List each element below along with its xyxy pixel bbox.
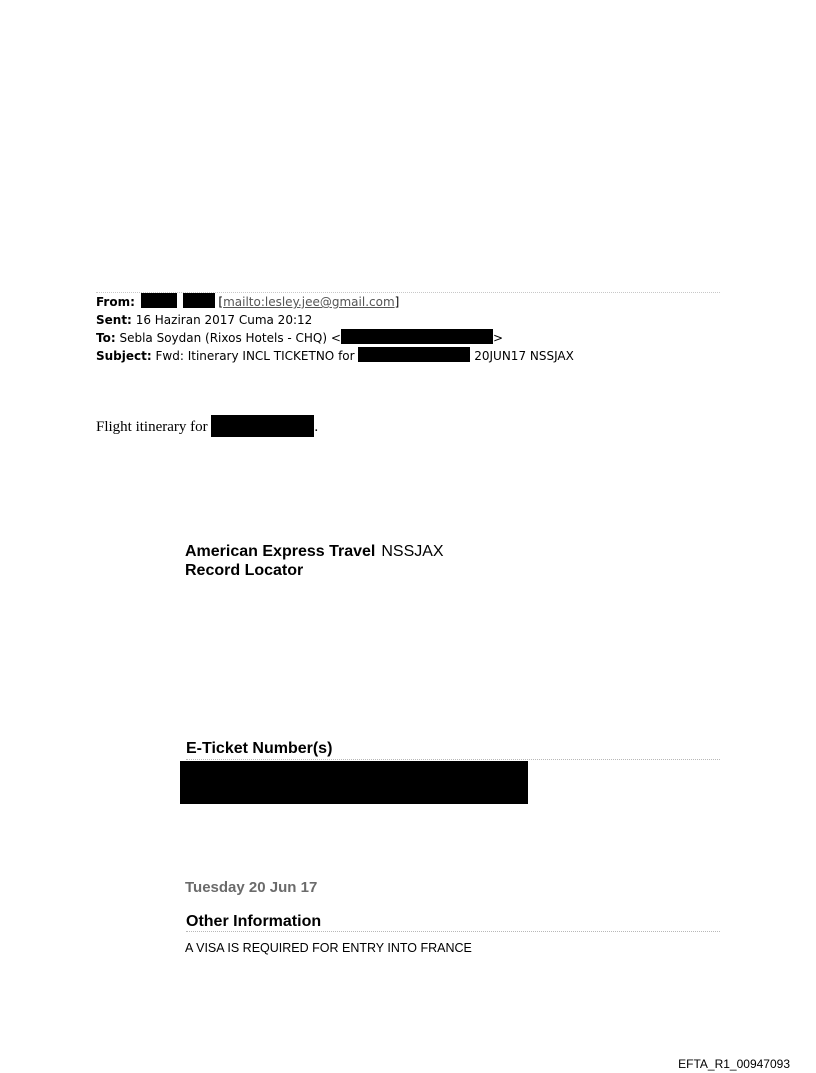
from-mailto[interactable]: [mailto:lesley.jee@gmail.com]	[218, 295, 400, 309]
agency-label: American Express Travel	[185, 543, 376, 560]
redacted-sender-first	[141, 293, 177, 308]
to-value: Sebla Soydan (Rixos Hotels - CHQ) <	[119, 331, 341, 345]
subject-label: Subject:	[96, 349, 152, 363]
redacted-eticket-numbers	[180, 761, 528, 804]
sent-value: 16 Haziran 2017 Cuma 20:12	[135, 313, 313, 327]
subject-suffix: 20JUN17 NSSJAX	[474, 349, 574, 363]
from-line	[96, 293, 399, 311]
to-close: >	[492, 331, 503, 345]
sent-line	[96, 311, 312, 329]
other-info-divider	[186, 931, 720, 932]
intro-period: .	[314, 419, 319, 435]
redacted-intro-name	[211, 415, 314, 437]
record-locator-value: NSSJAX	[381, 543, 444, 560]
redacted-recipient-email	[341, 329, 493, 344]
itinerary-date: Tuesday 20 Jun 17	[185, 879, 318, 896]
booking-block	[185, 542, 444, 580]
eticket-divider	[186, 759, 720, 760]
subject-prefix: Fwd: Itinerary INCL TICKETNO for	[155, 349, 355, 363]
subject-line	[96, 347, 574, 365]
other-info-text: A VISA IS REQUIRED FOR ENTRY INTO FRANCE	[185, 941, 472, 955]
mailto-link[interactable]: mailto:lesley.jee@gmail.com	[223, 295, 395, 309]
to-line	[96, 329, 503, 347]
document-id: EFTA_R1_00947093	[678, 1057, 790, 1071]
from-label: From:	[96, 295, 135, 309]
other-info-title: Other Information	[186, 913, 322, 930]
intro-line	[96, 415, 318, 437]
redacted-passenger-name	[358, 347, 470, 362]
eticket-title: E-Ticket Number(s)	[186, 740, 333, 757]
to-label: To:	[96, 331, 116, 345]
record-locator-label: Record Locator	[185, 562, 304, 579]
redacted-sender-last	[183, 293, 215, 308]
sent-label: Sent:	[96, 313, 132, 327]
intro-text: Flight itinerary for	[96, 419, 208, 435]
